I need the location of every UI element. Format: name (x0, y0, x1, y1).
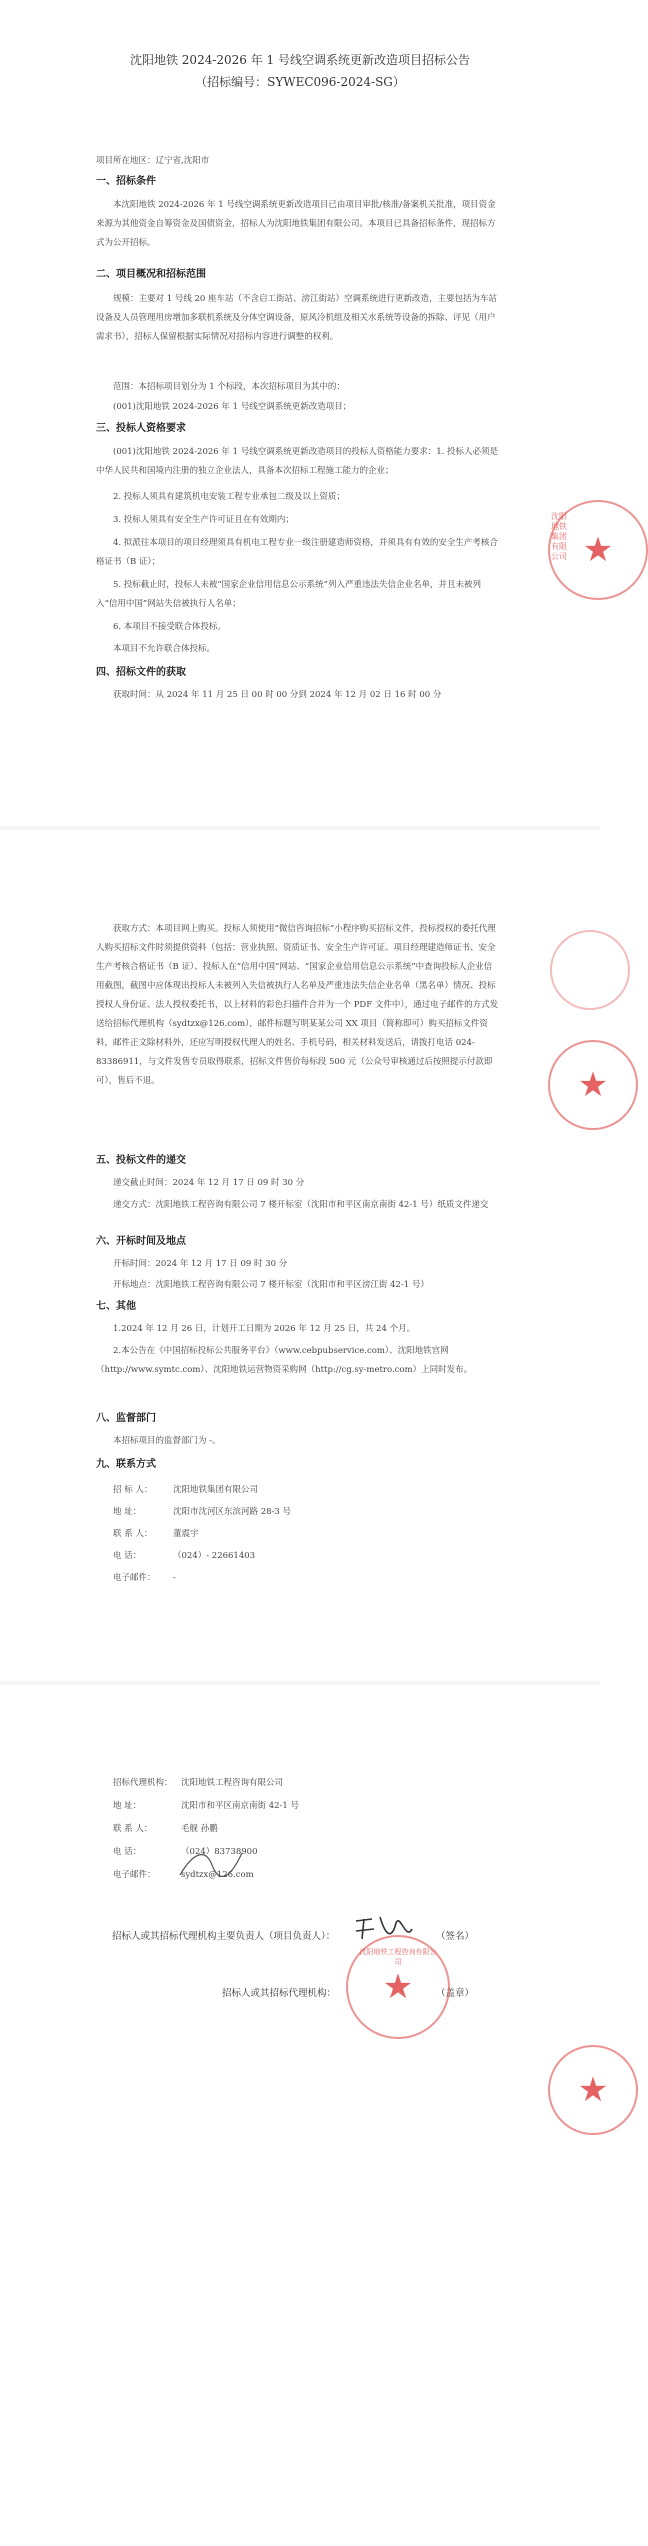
section-5-heading: 五、投标文件的递交 (96, 1155, 186, 1166)
section-9-heading: 九、联系方式 (96, 1459, 156, 1470)
section-4-method: 获取方式：本项目网上购买。投标人须使用“微信咨询招标”小程序购买招标文件，投标授权的委托代理人购买招标文件时须提供资料（包括：营业执照、资质证书、安全生产许可证、项目经理建造师证书、安全生产考核合格证书（B 证）、投标人在“信用中国”网站、“国家企业信用信息公示系统”中查询投标人企业信用截图，截图中应体现出投标人未被列入失信被执行人名单及严重违法失信企业名单（黑名单）情况、投标授权人身份证、法人授权委托书，以上材料的彩色扫描件合并为一个 PDF 文件中），通过电子邮件的方式发送给招标代理机构（sydtzx@126.com），邮件标题写明某某公司 XX 项目（简称即可）购买招标文件资料，邮件正文除材料外，还应写明授权代理人的姓名、手机号码，相关材料发送后，请拨打电话 024-83386911，与文件发售专员取得联系，招标文件售价每标段 500 元（公众号审核通过后按照提示付款即可），售后不退。 (96, 924, 499, 1086)
organization-seal-suffix: （盖章） (436, 1988, 475, 1999)
section-6-time: 开标时间：2024 年 12 月 17 日 09 时 30 分 (113, 1259, 288, 1269)
section-3-requirement-1: (001)沈阳地铁 2024-2026 年 1 号线空调系统更新改造项目的投标人资格能力要求：1. 投标人必须是中华人民共和国境内注册的独立企业法人，具备本次招标工程施工能力的企业； (96, 447, 499, 476)
section-8-text: 本招标项目的监督部门为 -。 (113, 1436, 221, 1446)
tenderer-contact-row: 联 系 人： 董震宇 (113, 1529, 199, 1539)
section-5-place: 递交方式：沈阳地铁工程咨询有限公司 7 楼开标室（沈阳市和平区南京南街 42-1 号）纸质文件递交 (113, 1200, 489, 1210)
agency-phone-row: 电 话： （024）83738900 (113, 1847, 258, 1857)
section-3-requirement-6: 6. 本项目不接受联合体投标。 (113, 622, 226, 632)
agency-contact-row: 联 系 人： 毛舰 孙鹏 (113, 1824, 218, 1834)
seal-star-icon: ★ (577, 1065, 609, 1105)
seal-lettering: 沈阳地铁集团有限公司 (551, 512, 567, 561)
page-2 (0, 830, 609, 1685)
pen-scribble (176, 1845, 246, 1889)
section-4-time: 获取时间：从 2024 年 11 月 25 日 00 时 00 分到 2024 年 12 月 02 日 16 时 00 分 (113, 690, 442, 700)
section-6-heading: 六、开标时间及地点 (96, 1236, 186, 1247)
agency-address-row: 地 址： 沈阳市和平区南京南街 42-1 号 (113, 1801, 300, 1811)
seal-star-icon: ★ (582, 530, 614, 570)
notice-title: 沈阳地铁 2024-2026 年 1 号线空调系统更新改造项目招标公告 (129, 53, 471, 67)
page-1 (0, 0, 614, 830)
company-seal-partial-4 (548, 2045, 638, 2135)
page-3 (0, 1685, 609, 2546)
section-4-heading: 四、招标文件的获取 (96, 667, 186, 678)
section-1-heading: 一、招标条件 (96, 176, 156, 187)
section-7-item-1: 1.2024 年 12 月 26 日，计划开工日期为 2026 年 12 月 25 日，共 24 个月。 (113, 1324, 416, 1334)
section-2-lot: (001)沈阳地铁 2024-2026 年 1 号线空调系统更新改造项目； (113, 402, 352, 412)
tenderer-address-row: 地 址： 沈阳市沈河区东滨河路 28-3 号 (113, 1507, 292, 1517)
agency-name-row: 招标代理机构： 沈阳地铁工程咨询有限公司 (113, 1778, 284, 1788)
seal-star-icon: ★ (577, 2070, 609, 2110)
section-3-requirement-3: 3. 投标人须具有安全生产许可证且在有效期内； (113, 515, 294, 525)
company-seal-partial-2 (548, 1040, 638, 1130)
tenderer-name-row: 招 标 人： 沈阳地铁集团有限公司 (113, 1485, 259, 1495)
official-seal-lettering: 沈阳地铁工程咨询有限公司 (359, 1948, 437, 1966)
section-3-requirement-2: 2. 投标人须具有建筑机电安装工程专业承包二级及以上资质； (113, 492, 345, 502)
section-8-heading: 八、监督部门 (96, 1413, 156, 1424)
project-location: 项目所在地区：辽宁省,沈阳市 (96, 156, 210, 166)
section-2-text: 规模：主要对 1 号线 20 座车站（不含启工街站、滂江街站）空调系统进行更新改造，主要包括为车站设备及人员管理用房增加多联机系统及分体空调设备，原风冷机组及相关水系统等设备的拆除、评见（用户需求书），招标人保留根据实际情况对招标内容进行调整的权利。 (96, 294, 498, 342)
principal-signature-label: 招标人或其招标代理机构主要负责人（项目负责人）： (112, 1931, 336, 1942)
section-3-requirement-4: 4. 拟派往本项目的项目经理须具有机电工程专业一级注册建造师资格，并须具有有效的安全生产考核合格证书（B 证）； (96, 538, 498, 567)
section-2-scope: 范围：本招标项目划分为 1 个标段，本次招标项目为其中的： (113, 382, 345, 392)
company-seal-partial-3 (550, 930, 630, 1010)
section-5-deadline: 递交截止时间：2024 年 12 月 17 日 09 时 30 分 (113, 1178, 305, 1188)
section-3-heading: 三、投标人资格要求 (96, 423, 186, 434)
agency-email-row: 电子邮件： sydtzx@126.com (113, 1870, 254, 1880)
seal-star-icon: ★ (382, 1967, 414, 2007)
section-3-requirement-5: 5. 投标截止时，投标人未被“国家企业信用信息公示系统”列入严重违法失信企业名单，并且未被列入“信用中国”网站失信被执行人名单； (96, 580, 482, 609)
section-3-requirement-7: 本项目不允许联合体投标。 (113, 644, 216, 654)
bid-number: （招标编号：SYWEC096-2024-SG） (195, 75, 405, 89)
tenderer-email-row: 电子邮件： - (113, 1573, 176, 1583)
organization-seal-label: 招标人或其招标代理机构： (222, 1988, 337, 1999)
section-6-place: 开标地点：沈阳地铁工程咨询有限公司 7 楼开标室（沈阳市和平区滂江街 42-1 号） (113, 1280, 429, 1290)
section-7-heading: 七、其他 (96, 1301, 136, 1312)
section-1-text: 本沈阳地铁 2024-2026 年 1 号线空调系统更新改造项目已由项目审批/核准/备案机关批准，项目资金来源为其他资金自筹资金及国债资金，招标人为沈阳地铁集团有限公司。本项目已具备招标条件，现招标方式为公开招标。 (96, 200, 496, 248)
tenderer-phone-row: 电 话： （024）- 22661403 (113, 1551, 256, 1561)
section-2-heading: 二、项目概况和招标范围 (96, 269, 206, 280)
principal-signature-suffix: （签名） (436, 1931, 475, 1942)
section-7-item-2: 2.本公告在《中国招标投标公共服务平台》（www.cebpubservice.com）、沈阳地铁官网（http://www.symtc.com）、沈阳地铁运营物资采购网（http://cg.sy-metro.com）上同时发布。 (96, 1346, 473, 1375)
